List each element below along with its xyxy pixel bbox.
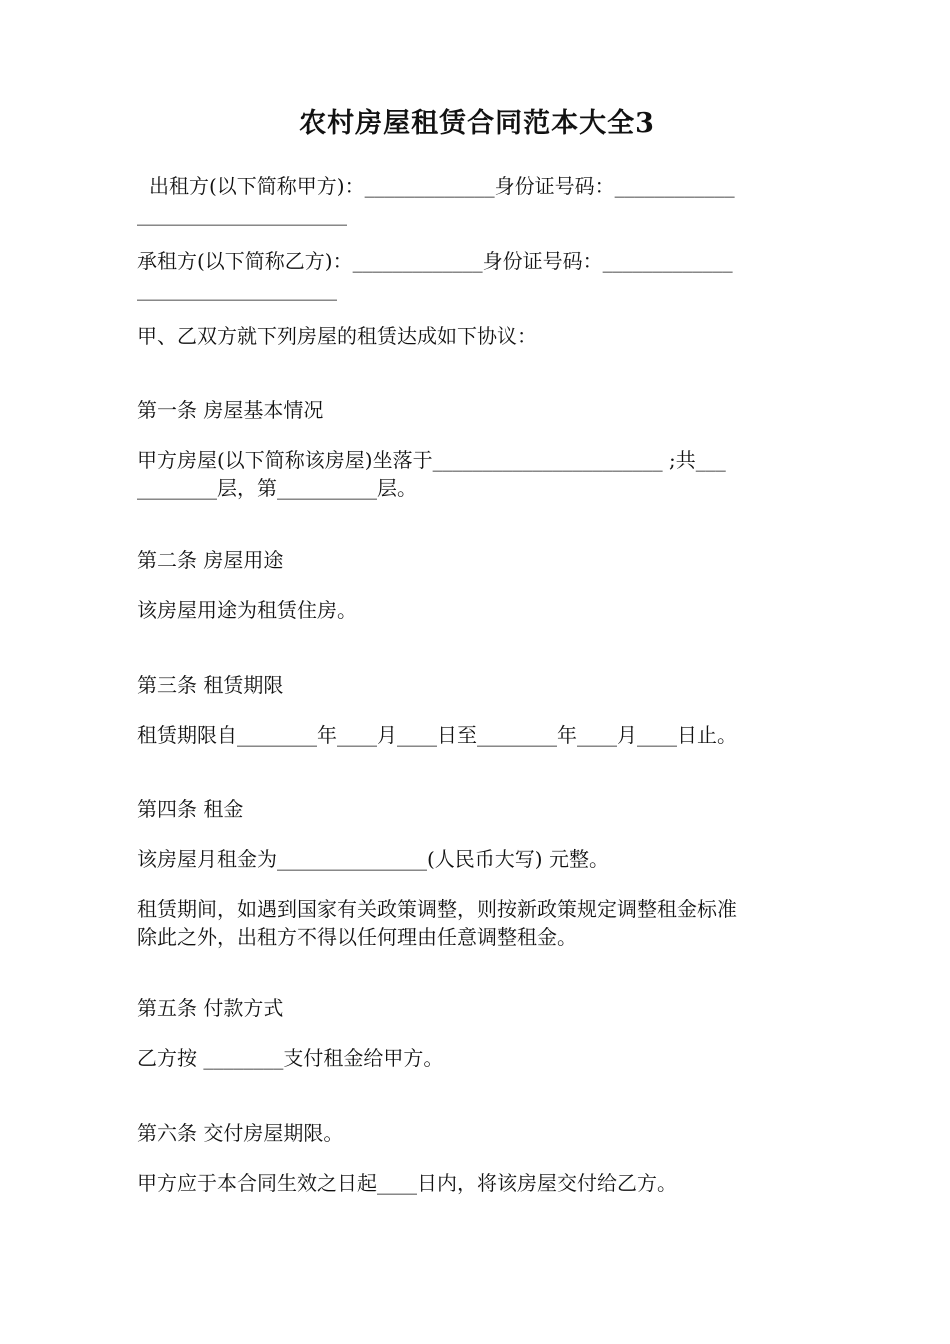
- intro-text: 甲、乙双方就下列房屋的租赁达成如下协议：: [137, 324, 537, 348]
- document-title: 农村房屋租赁合同范本大全3: [299, 108, 655, 139]
- article-5-title: 第五条 付款方式: [137, 996, 284, 1020]
- article-2-title: 第二条 房屋用途: [137, 548, 284, 572]
- article-1-line-continued: ________层，第__________层。: [137, 476, 417, 500]
- article-5-body: 乙方按 ________支付租金给甲方。: [137, 1046, 444, 1070]
- lessor-line: 出租方(以下简称甲方)：_____________身份证号码：____________: [149, 174, 735, 198]
- lessor-line-continued: _____________________: [137, 202, 347, 226]
- article-1-line: 甲方房屋(以下简称该房屋)坐落于_______________________ ;共___: [137, 448, 726, 472]
- article-3-title: 第三条 租赁期限: [137, 673, 284, 697]
- article-3-body: 租赁期限自________年____月____日至________年____月____日止。: [137, 723, 737, 747]
- article-4-body: 该房屋月租金为_______________(人民币大写) 元整。: [137, 847, 609, 871]
- article-4-adjustment-line: 租赁期间，如遇到国家有关政策调整，则按新政策规定调整租金标准: [137, 897, 737, 921]
- article-6-title: 第六条 交付房屋期限。: [137, 1121, 344, 1145]
- article-4-adjustment-line-continued: 除此之外，出租方不得以任何理由任意调整租金。: [137, 925, 577, 949]
- lessee-line-continued: ____________________: [137, 277, 337, 301]
- article-2-body: 该房屋用途为租赁住房。: [137, 598, 357, 622]
- article-1-title: 第一条 房屋基本情况: [137, 398, 324, 422]
- article-4-title: 第四条 租金: [137, 797, 244, 821]
- lessee-line: 承租方(以下简称乙方)：_____________身份证号码：_____________: [137, 249, 733, 273]
- article-6-body: 甲方应于本合同生效之日起____日内，将该房屋交付给乙方。: [137, 1171, 677, 1195]
